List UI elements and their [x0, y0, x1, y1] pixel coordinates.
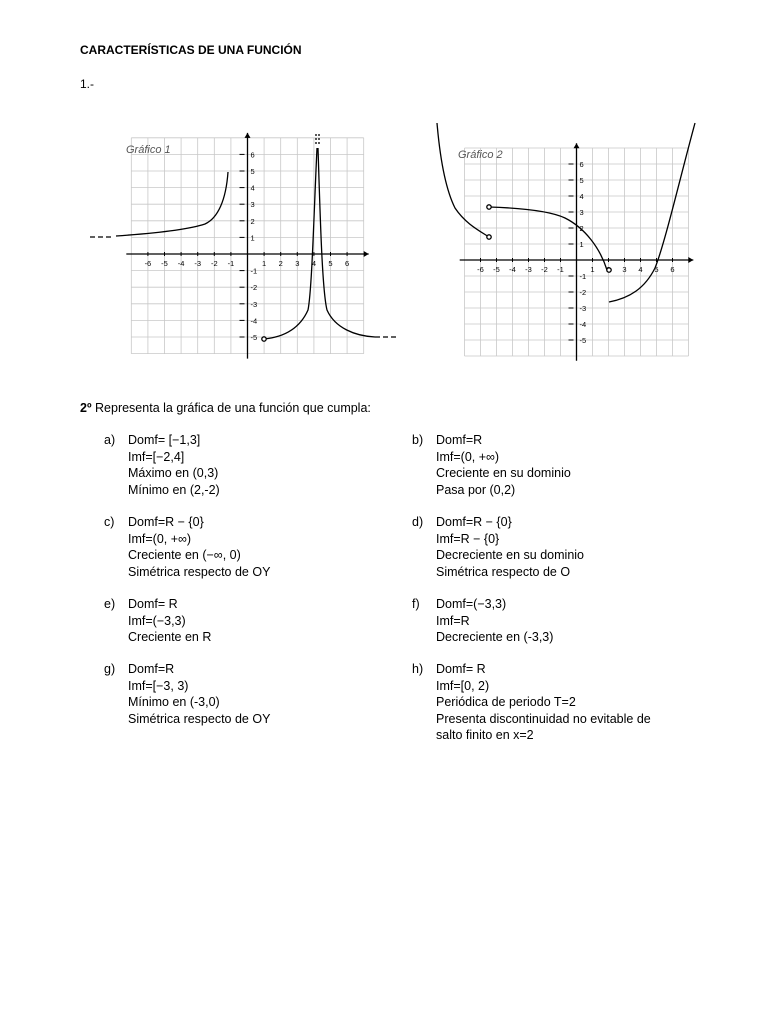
- item-letter: f): [412, 597, 420, 611]
- y-tick-label: -2: [579, 288, 587, 297]
- x-tick-label: -4: [509, 265, 516, 274]
- item-line: Domf=R: [128, 662, 175, 676]
- section-1-number: 1.-: [80, 77, 95, 91]
- y-tick-label: 1: [579, 240, 584, 249]
- item-line: Mínimo en (2,-2): [128, 482, 220, 497]
- item-line: Periódica de periodo T=2: [436, 695, 576, 709]
- x-tick-label: 2: [278, 259, 283, 268]
- x-tick-label: -3: [194, 259, 202, 268]
- graph-2: [430, 118, 700, 368]
- graph-2-open-point-2: [487, 235, 491, 239]
- x-tick-label: 6: [345, 259, 350, 268]
- x-tick-label: 6: [670, 265, 675, 274]
- y-tick-label: -3: [250, 299, 258, 309]
- item-line: Imf=[0, 2): [436, 678, 490, 693]
- graph-1: [90, 130, 400, 360]
- y-tick-label: -2: [250, 283, 258, 293]
- section-2-number: 2º: [80, 401, 92, 415]
- item-line: Domf=R − {0}: [128, 515, 204, 529]
- y-tick-label: -5: [579, 336, 587, 345]
- item-letter: g): [104, 662, 116, 676]
- x-tick-label: -6: [144, 259, 152, 268]
- item-line: Imf=[−2,4]: [128, 449, 185, 464]
- x-tick-label: -5: [493, 265, 500, 274]
- y-tick-label: 2: [579, 224, 584, 233]
- y-tick-label: -4: [579, 320, 587, 329]
- item-letter: a): [104, 433, 116, 447]
- item-line: Domf= [−1,3]: [128, 433, 201, 447]
- y-tick-label: 6: [579, 160, 584, 169]
- item-line: Imf=[−3, 3): [128, 678, 189, 693]
- y-tick-label: 4: [579, 192, 584, 201]
- y-tick-label: -5: [250, 333, 258, 342]
- item-letter: b): [412, 433, 424, 447]
- y-axis-arrow-icon: [245, 133, 251, 138]
- x-tick-label: -2: [541, 265, 548, 274]
- graph-2-axes: [460, 143, 694, 361]
- item-line: Imf=(0, +∞): [436, 449, 500, 464]
- item-line: Domf= R: [436, 662, 486, 676]
- x-tick-label: 4: [638, 265, 643, 274]
- x-tick-label: -6: [477, 265, 484, 274]
- graph-2-y-ticks: [569, 160, 587, 345]
- item-line: Creciente en su dominio: [436, 466, 571, 480]
- item-line: Imf=(−3,3): [128, 613, 186, 628]
- x-tick-label: 1: [590, 265, 595, 274]
- item-line: Creciente en (−∞, 0): [128, 548, 241, 562]
- page-title: CARACTERÍSTICAS DE UNA FUNCIÓN: [80, 43, 302, 57]
- y-axis-arrow-icon: [574, 143, 580, 148]
- item-line: Imf=R: [436, 613, 470, 628]
- x-tick-label: 5: [654, 265, 659, 274]
- x-tick-label: -5: [161, 259, 168, 268]
- item-letter: c): [104, 515, 115, 529]
- x-tick-label: 5: [328, 259, 333, 268]
- item-line: salto finito en x=2: [436, 728, 534, 742]
- item-line: Mínimo en (-3,0): [128, 695, 220, 709]
- y-tick-label: 4: [250, 183, 255, 193]
- item-letter: e): [104, 597, 116, 611]
- graph-1-curve-middle: [264, 148, 317, 339]
- y-tick-label: 5: [250, 167, 255, 176]
- graph-1-open-point: [262, 337, 266, 341]
- item-line: Imf=(0, +∞): [128, 531, 192, 546]
- graph-2-label: Gráfico 2: [458, 149, 503, 161]
- item-line: Creciente en R: [128, 630, 212, 644]
- x-tick-label: -3: [525, 265, 532, 274]
- graph-1-axes: [126, 133, 368, 359]
- x-tick-label: -4: [177, 259, 185, 268]
- x-tick-label: -1: [557, 265, 564, 274]
- x-tick-label: 1: [262, 259, 267, 268]
- y-tick-label: 5: [579, 176, 584, 185]
- item-line: Domf=(−3,3): [436, 597, 507, 611]
- y-tick-label: -3: [579, 304, 587, 313]
- item-line: Decreciente en (-3,3): [436, 630, 554, 644]
- section-2-prompt: Representa la gráfica de una función que cumpla:: [95, 401, 371, 415]
- graph-1-y-ticks: [240, 150, 258, 342]
- section-2-heading: [80, 401, 371, 415]
- y-tick-label: 3: [579, 208, 584, 217]
- item-line: Decreciente en su dominio: [436, 548, 584, 562]
- x-axis-arrow-icon: [364, 251, 369, 257]
- x-tick-label: -1: [227, 259, 235, 268]
- y-tick-label: -4: [250, 316, 258, 326]
- y-tick-label: -1: [579, 272, 587, 281]
- x-tick-label: -2: [210, 259, 218, 268]
- x-tick-label: 3: [622, 265, 627, 274]
- graph-1-label: Gráfico 1: [126, 144, 171, 156]
- item-line: Presenta discontinuidad no evitable de: [436, 711, 651, 726]
- y-tick-label: 2: [250, 216, 255, 226]
- item-line: Simétrica respecto de O: [436, 564, 571, 579]
- y-tick-label: -1: [250, 266, 258, 276]
- graph-2-open-point-3: [607, 268, 611, 272]
- graph-2-open-point-1: [487, 205, 491, 209]
- x-tick-label: 3: [295, 259, 300, 268]
- item-line: Imf=R − {0}: [436, 531, 500, 546]
- y-tick-label: 3: [250, 200, 255, 210]
- y-tick-label: 1: [250, 233, 255, 243]
- item-letter: h): [412, 662, 424, 676]
- item-line: Domf= R: [128, 597, 178, 611]
- item-line: Máximo en (0,3): [128, 466, 219, 480]
- item-line: Simétrica respecto de OY: [128, 564, 271, 579]
- graph-2-curve-right: [609, 123, 695, 302]
- x-tick-label: 4: [311, 259, 316, 268]
- graph-1-curve-right: [318, 148, 375, 337]
- item-letter: d): [412, 515, 424, 529]
- y-tick-label: 6: [250, 150, 255, 160]
- item-line: Domf=R − {0}: [436, 515, 512, 529]
- item-line: Domf=R: [436, 433, 483, 447]
- item-line: Simétrica respecto de OY: [128, 711, 271, 726]
- x-axis-arrow-icon: [688, 257, 693, 263]
- item-line: Pasa por (0,2): [436, 482, 516, 497]
